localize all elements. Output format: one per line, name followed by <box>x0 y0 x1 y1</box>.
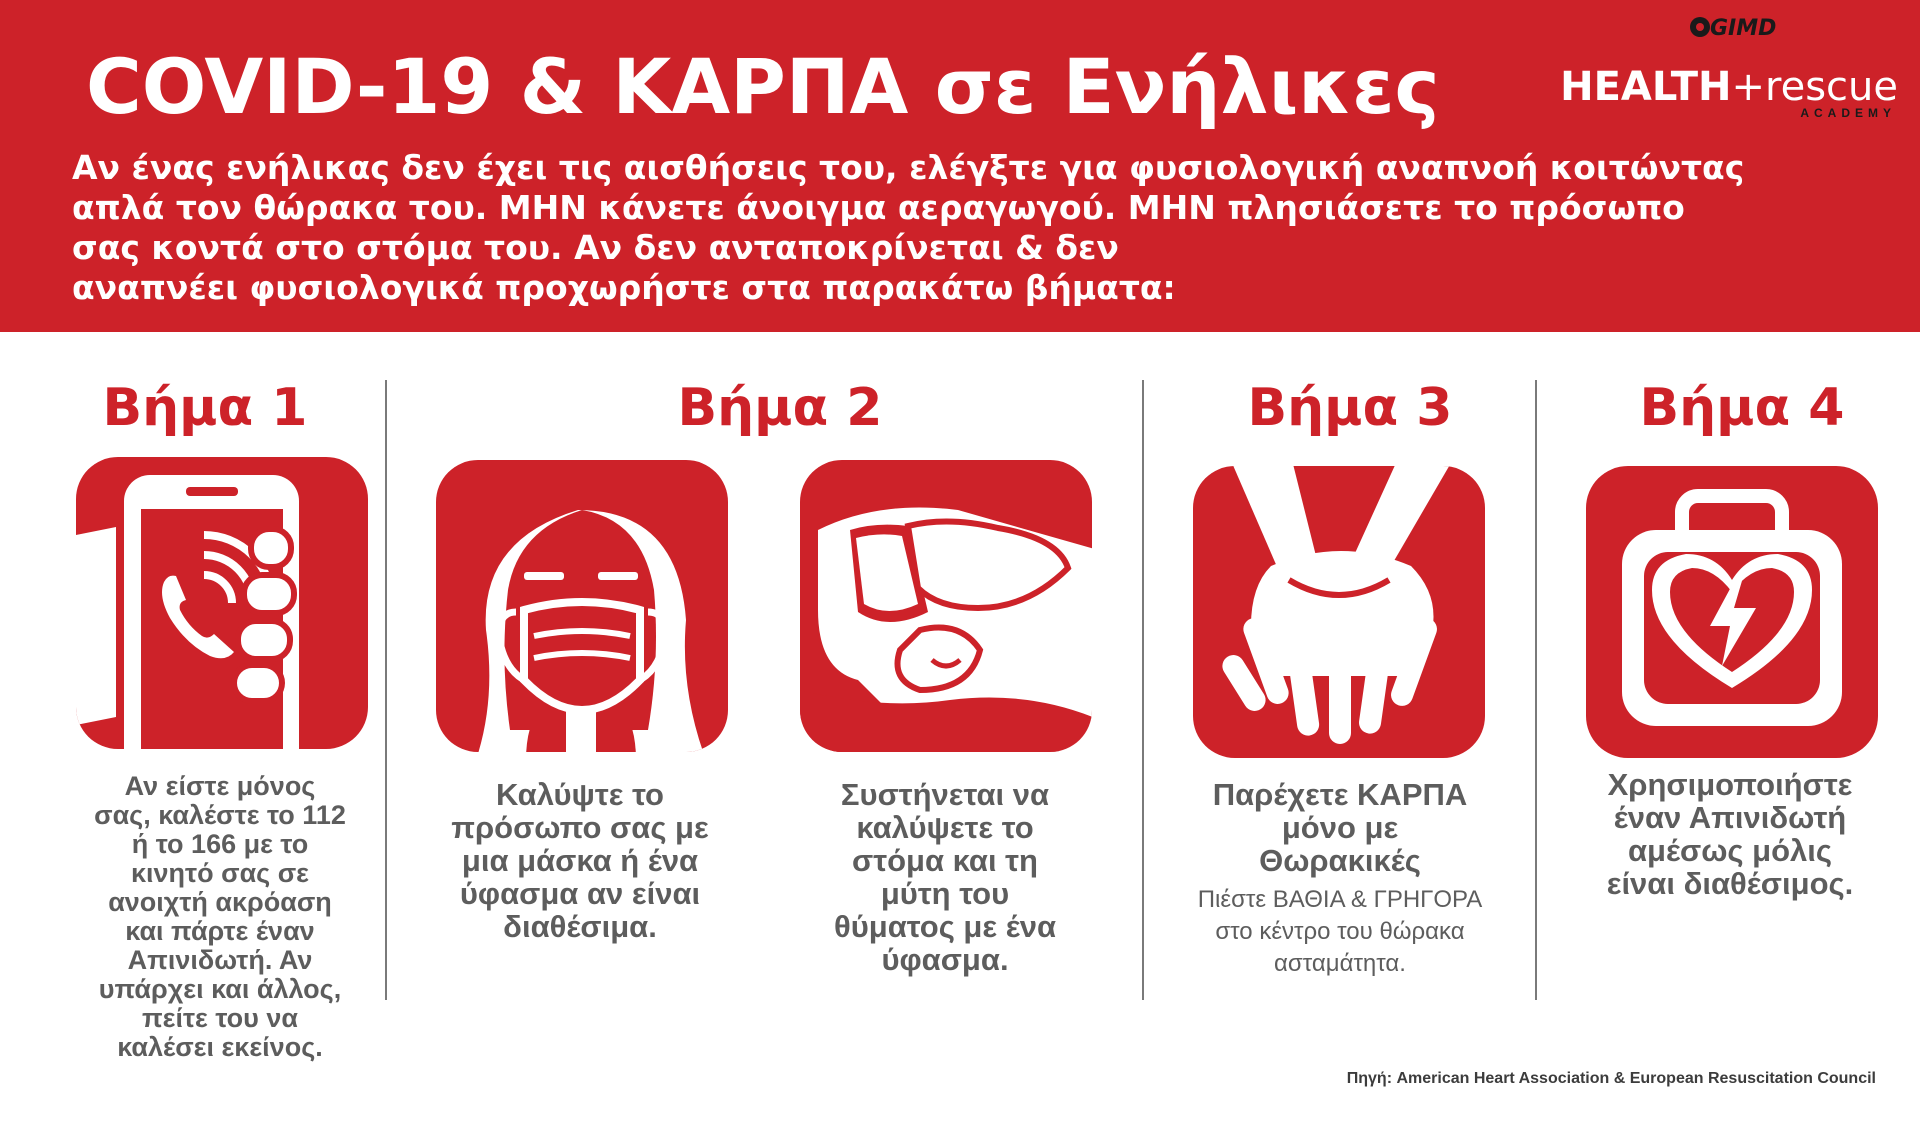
step-3-subcaption <box>1160 884 1520 980</box>
column-divider <box>1142 380 1144 1000</box>
caption-line: κινητό σας σε <box>130 858 309 888</box>
caption-line: ασταμάτητα. <box>1274 950 1406 977</box>
intro-line: απλά τον θώρακα του. ΜΗΝ κάνετε άνοιγμα αεραγωγού. ΜΗΝ πλησιάσετε το πρόσωπο <box>72 188 1685 227</box>
caption-line: στόμα και τη <box>852 843 1038 878</box>
step-2-title: Βήμα 2 <box>677 378 883 438</box>
caption-line: πείτε του να <box>142 1003 298 1033</box>
caption-line: μια μάσκα ή ένα <box>461 843 699 878</box>
caption-line: καλύψετε το <box>856 810 1034 845</box>
caption-line: θύματος με ένα <box>833 909 1057 944</box>
caption-line: ύφασμα αν είναι <box>459 876 701 911</box>
svg-text:GIMD: GIMD <box>1710 16 1777 40</box>
intro-line: Αν ένας ενήλικας δεν έχει τις αισθήσεις του, ελέγξτε για φυσιολογική αναπνοή κοιτώντας <box>72 148 1745 187</box>
gimd-logo-icon <box>1688 14 1798 40</box>
face-mask-icon <box>436 460 728 752</box>
caption-line: Απινιδωτή. Αν <box>127 945 313 975</box>
caption-line: ανοιχτή ακρόαση <box>108 887 332 917</box>
step-2b-caption <box>790 778 1100 976</box>
logo-rescue-text: rescue <box>1765 64 1898 110</box>
caption-line: καλέσει εκείνος. <box>117 1032 323 1062</box>
step-4-title: Βήμα 4 <box>1639 378 1845 438</box>
cover-victim-mouth-icon <box>800 460 1092 752</box>
page-title: COVID-19 & ΚΑΡΠΑ σε Ενήλικες <box>86 42 1440 131</box>
caption-line: Χρησιμοποιήστε <box>1607 767 1853 802</box>
health-rescue-academy-logo <box>1560 14 1898 124</box>
defibrillator-icon <box>1586 466 1878 758</box>
logo-health-text: HEALTH <box>1560 64 1732 110</box>
caption-line: και πάρτε έναν <box>125 916 315 946</box>
caption-line: διαθέσιμα. <box>503 909 657 944</box>
caption-line: μόνο με <box>1281 810 1399 845</box>
logo-academy-text: ACADEMY <box>1800 106 1896 120</box>
intro-line: σας κοντά στο στόμα του. Αν δεν ανταποκρίνεται & δεν <box>72 228 1119 267</box>
column-divider <box>385 380 387 1000</box>
caption-line: έναν Απινιδωτή <box>1613 800 1847 835</box>
caption-line: Πιέστε ΒΑΘΙΑ & ΓΡΗΓΟΡΑ <box>1197 886 1483 913</box>
caption-line: σας, καλέστε το 112 <box>94 800 346 830</box>
caption-line: Θωρακικές <box>1259 843 1421 878</box>
column-divider <box>1535 380 1537 1000</box>
caption-line: στο κέντρο του θώρακα <box>1215 918 1465 945</box>
caption-line: είναι διαθέσιμος. <box>1606 866 1854 901</box>
step-4-caption <box>1560 768 1900 900</box>
phone-call-icon <box>76 457 368 749</box>
step-3-title: Βήμα 3 <box>1247 378 1453 438</box>
caption-line: Αν είστε μόνος <box>124 771 316 801</box>
caption-line: αμέσως μόλις <box>1627 833 1832 868</box>
caption-line: Συστήνεται να <box>840 777 1050 812</box>
caption-line: μύτη του <box>880 876 1010 911</box>
caption-line: Παρέχετε ΚΑΡΠΑ <box>1212 777 1468 812</box>
caption-line: ή το 166 με το <box>131 829 309 859</box>
step-2a-caption <box>420 778 740 943</box>
logo-wordmark <box>1560 64 1898 110</box>
step-1-title: Βήμα 1 <box>102 378 308 438</box>
logo-plus-text: + <box>1731 64 1766 110</box>
step-1-caption <box>70 772 370 1062</box>
source-citation: Πηγή: American Heart Association & European Resuscitation Council <box>1346 1070 1876 1087</box>
step-3-caption <box>1160 778 1520 877</box>
caption-line: πρόσωπο σας με <box>451 810 709 845</box>
intro-text <box>72 148 1872 308</box>
intro-line: αναπνέει φυσιολογικά προχωρήστε στα παρακάτω βήματα: <box>72 268 1176 307</box>
chest-compression-hands-icon <box>1193 466 1485 758</box>
caption-line: ύφασμα. <box>881 942 1009 977</box>
caption-line: Καλύψτε το <box>496 777 664 812</box>
caption-line: υπάρχει και άλλος, <box>98 974 342 1004</box>
